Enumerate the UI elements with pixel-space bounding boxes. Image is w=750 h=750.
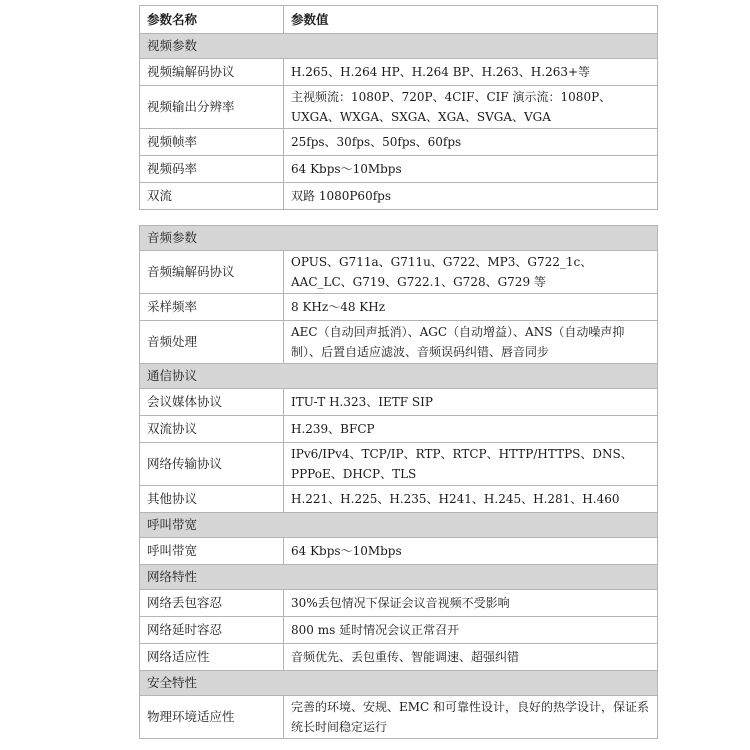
spec-table-other-body — [140, 226, 658, 739]
param-value: H.239、BFCP — [284, 416, 658, 443]
param-name: 其他协议 — [140, 486, 284, 513]
spec-table-video-body — [140, 6, 658, 210]
table-row — [140, 538, 658, 565]
param-value: AEC（自动回声抵消）、AGC（自动增益）、ANS（自动噪声抑制）、后置自适应滤波、音频误码纠错、唇音同步 — [284, 321, 658, 364]
header-param-value: 参数值 — [284, 6, 658, 34]
table-row — [140, 590, 658, 617]
param-value: 64 Kbps～10Mbps — [284, 538, 658, 565]
param-name: 呼叫带宽 — [140, 538, 284, 565]
table-row — [140, 156, 658, 183]
param-value: 完善的环境、安规、EMC 和可靠性设计，良好的热学设计，保证系统长时间稳定运行 — [284, 696, 658, 739]
param-value: 25fps、30fps、50fps、60fps — [284, 129, 658, 156]
table-row — [140, 294, 658, 321]
section-title: 音频参数 — [140, 226, 658, 251]
table-row — [140, 644, 658, 671]
table-header-row — [140, 6, 658, 34]
param-name: 视频帧率 — [140, 129, 284, 156]
param-value: 64 Kbps～10Mbps — [284, 156, 658, 183]
table-row — [140, 389, 658, 416]
param-value: OPUS、G711a、G711u、G722、MP3、G722_1c、AAC_LC、G719、G722.1、G728、G729 等 — [284, 251, 658, 294]
table-row — [140, 129, 658, 156]
param-value: 800 ms 延时情况会议正常召开 — [284, 617, 658, 644]
param-name: 物理环境适应性 — [140, 696, 284, 739]
table-row — [140, 183, 658, 210]
table-row — [140, 416, 658, 443]
table-row — [140, 251, 658, 294]
param-name: 采样频率 — [140, 294, 284, 321]
param-value: 30%丢包情况下保证会议音视频不受影响 — [284, 590, 658, 617]
table-row — [140, 443, 658, 486]
param-value: H.265、H.264 HP、H.264 BP、H.263、H.263+等 — [284, 59, 658, 86]
param-name: 网络适应性 — [140, 644, 284, 671]
table-row — [140, 696, 658, 739]
param-name: 视频输出分辨率 — [140, 86, 284, 129]
table-row — [140, 59, 658, 86]
header-param-name: 参数名称 — [140, 6, 284, 34]
section-title: 视频参数 — [140, 34, 658, 59]
param-name: 音频处理 — [140, 321, 284, 364]
section-header-row — [140, 364, 658, 389]
param-name: 双流协议 — [140, 416, 284, 443]
param-name: 网络丢包容忍 — [140, 590, 284, 617]
section-header-row — [140, 671, 658, 696]
param-value: 8 KHz～48 KHz — [284, 294, 658, 321]
param-name: 网络延时容忍 — [140, 617, 284, 644]
table-row — [140, 86, 658, 129]
table-row — [140, 486, 658, 513]
section-header-row — [140, 34, 658, 59]
param-name: 双流 — [140, 183, 284, 210]
param-name: 视频码率 — [140, 156, 284, 183]
param-value: H.221、H.225、H.235、H241、H.245、H.281、H.460 — [284, 486, 658, 513]
section-header-row — [140, 565, 658, 590]
spec-table-video — [139, 5, 658, 210]
param-name: 音频编解码协议 — [140, 251, 284, 294]
param-value: 音频优先、丢包重传、智能调速、超强纠错 — [284, 644, 658, 671]
section-header-row — [140, 226, 658, 251]
spec-table-other — [139, 225, 658, 739]
param-value: 主视频流：1080P、720P、4CIF、CIF 演示流：1080P、UXGA、WXGA、SXGA、XGA、SVGA、VGA — [284, 86, 658, 129]
table-row — [140, 321, 658, 364]
section-title: 安全特性 — [140, 671, 658, 696]
table-row — [140, 617, 658, 644]
param-name: 视频编解码协议 — [140, 59, 284, 86]
section-title: 网络特性 — [140, 565, 658, 590]
section-title: 通信协议 — [140, 364, 658, 389]
section-header-row — [140, 513, 658, 538]
param-value: ITU-T H.323、IETF SIP — [284, 389, 658, 416]
section-title: 呼叫带宽 — [140, 513, 658, 538]
param-name: 网络传输协议 — [140, 443, 284, 486]
param-name: 会议媒体协议 — [140, 389, 284, 416]
param-value: IPv6/IPv4、TCP/IP、RTP、RTCP、HTTP/HTTPS、DNS、PPPoE、DHCP、TLS — [284, 443, 658, 486]
param-value: 双路 1080P60fps — [284, 183, 658, 210]
